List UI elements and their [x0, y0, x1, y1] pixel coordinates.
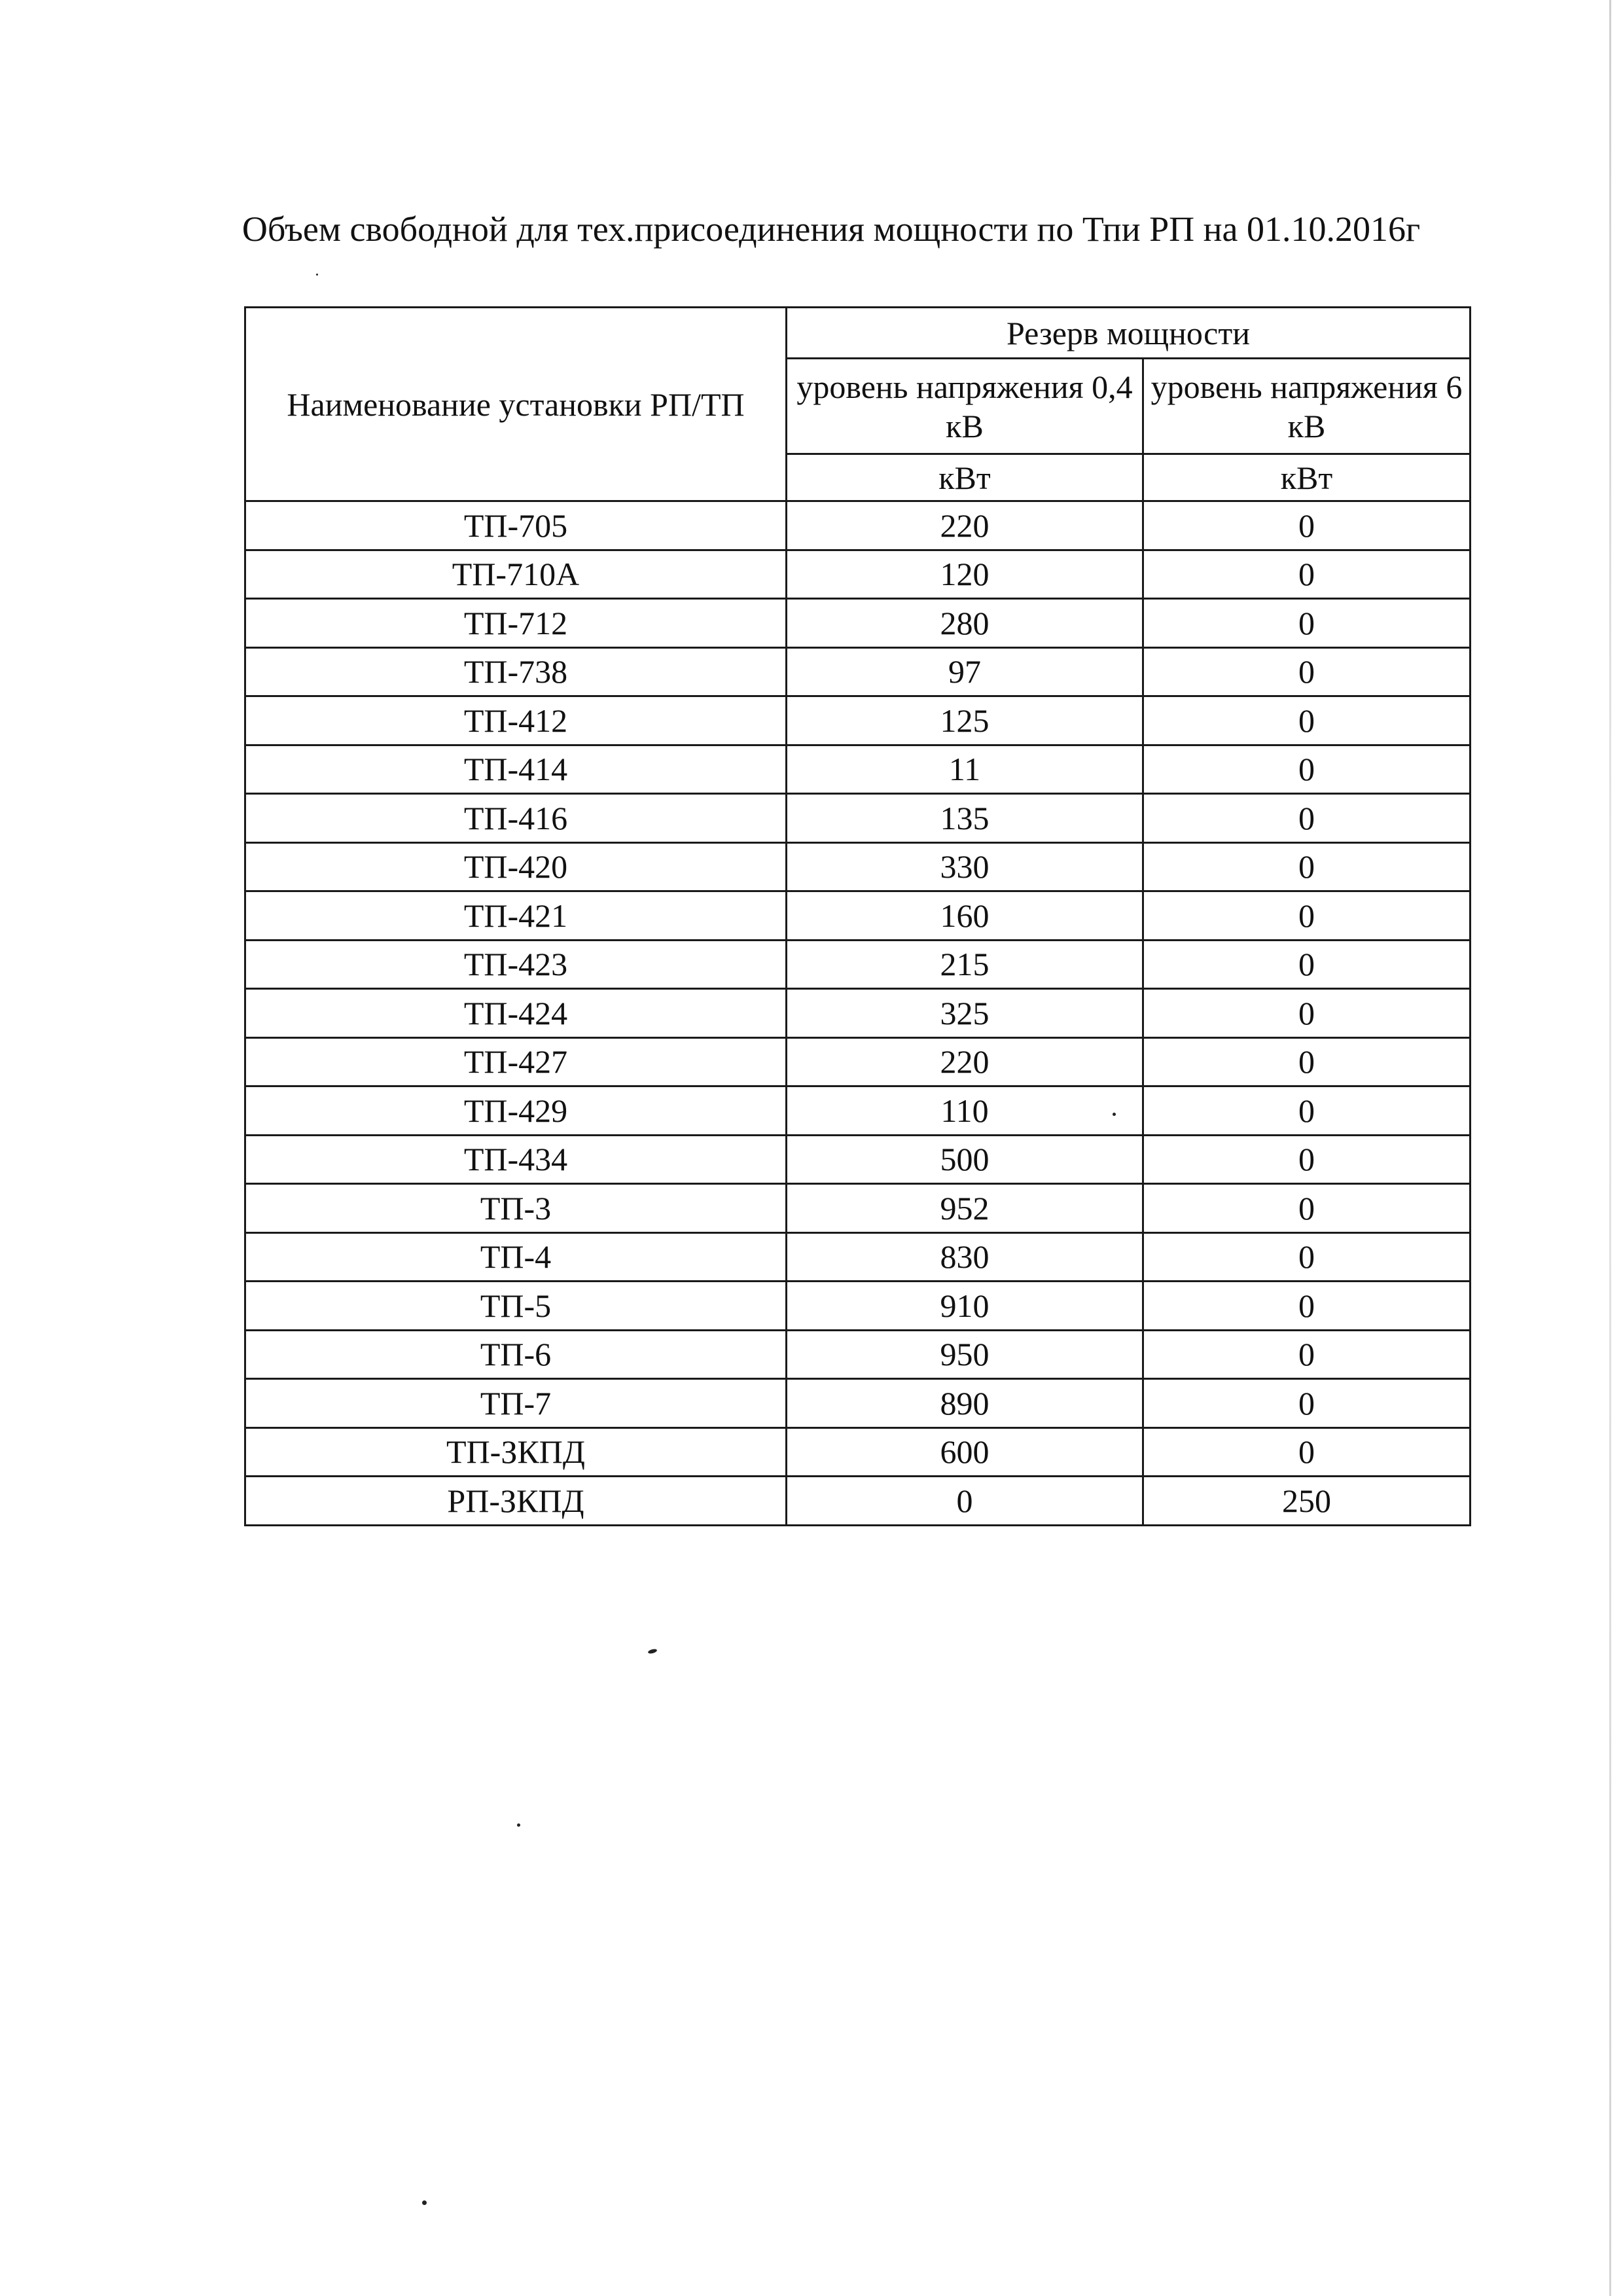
cell-reserve-04kv: 890 [787, 1379, 1143, 1428]
cell-reserve-6kv: 0 [1143, 1232, 1471, 1282]
cell-reserve-6kv: 0 [1143, 1427, 1471, 1477]
table-row [245, 940, 1471, 989]
cell-installation-name: ТП-416 [245, 794, 787, 843]
cell-reserve-6kv: 0 [1143, 1282, 1471, 1331]
document-title: Объем свободной для тех.присоединения мощности по Тпи РП на 01.10.2016г [241, 209, 1421, 249]
cell-installation-name: ТП-ЗКПД [245, 1427, 787, 1477]
cell-reserve-6kv: 0 [1143, 550, 1471, 599]
cell-installation-name: ТП-712 [245, 599, 787, 648]
table-row [245, 794, 1471, 843]
cell-reserve-6kv: 0 [1143, 745, 1471, 794]
table-row [245, 647, 1471, 696]
table-row [245, 989, 1471, 1038]
cell-reserve-04kv: 220 [787, 501, 1143, 550]
scan-speck [316, 274, 318, 276]
cell-installation-name: ТП-423 [245, 940, 787, 989]
table-row [245, 1135, 1471, 1184]
cell-reserve-6kv: 0 [1143, 599, 1471, 648]
cell-reserve-04kv: 97 [787, 647, 1143, 696]
table-row [245, 1379, 1471, 1428]
table-row [245, 1427, 1471, 1477]
cell-reserve-6kv: 0 [1143, 842, 1471, 891]
table-row [245, 1037, 1471, 1086]
cell-reserve-6kv: 0 [1143, 794, 1471, 843]
cell-reserve-04kv: 0 [787, 1477, 1143, 1526]
cell-reserve-04kv: 280 [787, 599, 1143, 648]
cell-installation-name: ТП-427 [245, 1037, 787, 1086]
cell-reserve-6kv: 0 [1143, 647, 1471, 696]
cell-reserve-04kv: 500 [787, 1135, 1143, 1184]
cell-installation-name: ТП-412 [245, 696, 787, 745]
header-power-reserve: Резерв мощности [787, 308, 1471, 359]
cell-reserve-6kv: 0 [1143, 1184, 1471, 1233]
cell-reserve-6kv: 0 [1143, 501, 1471, 550]
cell-reserve-04kv: 950 [787, 1330, 1143, 1379]
cell-reserve-6kv: 0 [1143, 696, 1471, 745]
cell-installation-name: ТП-710А [245, 550, 787, 599]
table-row [245, 501, 1471, 550]
cell-reserve-04kv: 110 [787, 1086, 1143, 1136]
cell-reserve-04kv: 135 [787, 794, 1143, 843]
cell-reserve-04kv: 952 [787, 1184, 1143, 1233]
cell-reserve-04kv: 125 [787, 696, 1143, 745]
table-row [245, 842, 1471, 891]
table-row [245, 599, 1471, 648]
header-installation-name: Наименование установки РП/ТП [245, 308, 787, 501]
table-row [245, 550, 1471, 599]
cell-installation-name: ТП-421 [245, 891, 787, 941]
cell-installation-name: ТП-424 [245, 989, 787, 1038]
scan-speck [1113, 1113, 1116, 1116]
table-row [245, 1330, 1471, 1379]
header-voltage-04kv: уровень напряжения 0,4 кВ [787, 359, 1143, 454]
cell-reserve-04kv: 120 [787, 550, 1143, 599]
cell-reserve-04kv: 325 [787, 989, 1143, 1038]
cell-reserve-6kv: 0 [1143, 1135, 1471, 1184]
cell-reserve-6kv: 0 [1143, 1037, 1471, 1086]
header-unit-6kv: кВт [1143, 454, 1471, 501]
scan-speck [422, 2200, 427, 2205]
scan-speck [647, 1648, 657, 1654]
cell-reserve-04kv: 215 [787, 940, 1143, 989]
cell-installation-name: РП-ЗКПД [245, 1477, 787, 1526]
cell-reserve-6kv: 0 [1143, 940, 1471, 989]
table-row [245, 1282, 1471, 1331]
cell-installation-name: ТП-414 [245, 745, 787, 794]
cell-reserve-04kv: 910 [787, 1282, 1143, 1331]
table-row [245, 1477, 1471, 1526]
cell-installation-name: ТП-5 [245, 1282, 787, 1331]
cell-installation-name: ТП-738 [245, 647, 787, 696]
cell-reserve-04kv: 330 [787, 842, 1143, 891]
cell-reserve-04kv: 11 [787, 745, 1143, 794]
cell-reserve-04kv: 160 [787, 891, 1143, 941]
table-row [245, 1086, 1471, 1136]
table-row [245, 1232, 1471, 1282]
cell-reserve-6kv: 0 [1143, 1379, 1471, 1428]
scan-speck [517, 1823, 520, 1827]
cell-installation-name: ТП-3 [245, 1184, 787, 1233]
header-unit-04kv: кВт [787, 454, 1143, 501]
cell-installation-name: ТП-434 [245, 1135, 787, 1184]
cell-installation-name: ТП-705 [245, 501, 787, 550]
cell-reserve-6kv: 0 [1143, 1330, 1471, 1379]
cell-installation-name: ТП-420 [245, 842, 787, 891]
table-row [245, 696, 1471, 745]
table-row [245, 1184, 1471, 1233]
cell-installation-name: ТП-7 [245, 1379, 787, 1428]
power-reserve-table [244, 306, 1471, 1526]
cell-reserve-04kv: 830 [787, 1232, 1143, 1282]
cell-installation-name: ТП-4 [245, 1232, 787, 1282]
cell-reserve-04kv: 220 [787, 1037, 1143, 1086]
table-row [245, 891, 1471, 941]
header-voltage-6kv: уровень напряжения 6 кВ [1143, 359, 1471, 454]
cell-installation-name: ТП-429 [245, 1086, 787, 1136]
table-body [245, 501, 1471, 1526]
cell-reserve-6kv: 0 [1143, 989, 1471, 1038]
page-edge [1609, 0, 1611, 2296]
table-row [245, 745, 1471, 794]
cell-installation-name: ТП-6 [245, 1330, 787, 1379]
cell-reserve-6kv: 250 [1143, 1477, 1471, 1526]
cell-reserve-6kv: 0 [1143, 1086, 1471, 1136]
cell-reserve-6kv: 0 [1143, 891, 1471, 941]
cell-reserve-04kv: 600 [787, 1427, 1143, 1477]
